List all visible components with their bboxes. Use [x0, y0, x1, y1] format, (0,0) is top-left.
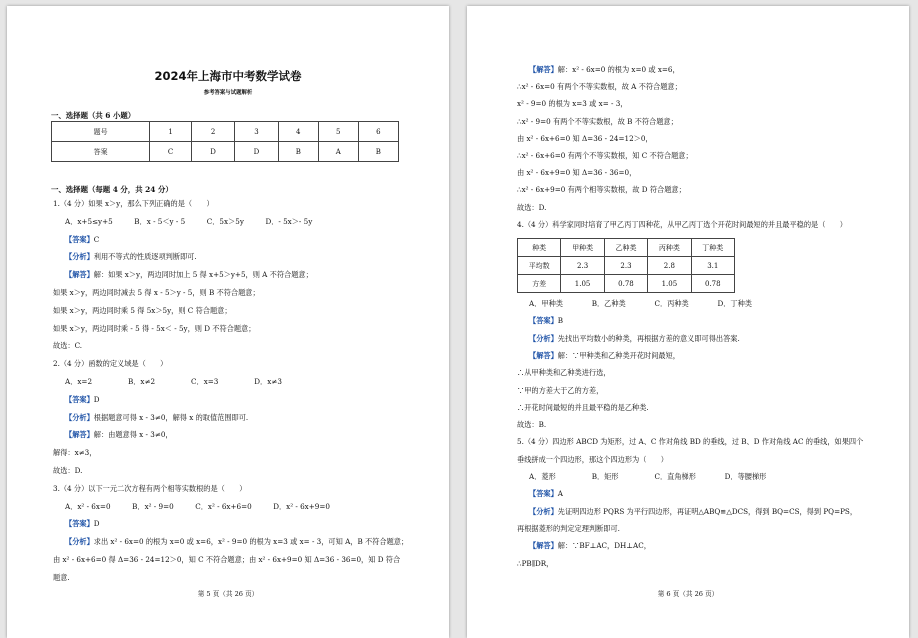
table-cell: 丙种类 — [648, 239, 691, 257]
table-cell: D — [235, 142, 278, 162]
text-line — [65, 217, 312, 226]
table-row — [518, 239, 735, 257]
document-page-5 — [7, 6, 449, 638]
section-tag: 【答案】 — [65, 519, 94, 529]
table-cell: 1 — [150, 122, 192, 142]
text-line — [517, 524, 620, 533]
table-row — [518, 257, 735, 275]
table-cell: 1.05 — [648, 275, 691, 293]
section-tag: 【答案】 — [529, 316, 558, 326]
text-line — [529, 351, 680, 360]
text-line — [517, 455, 668, 464]
table-cell: 0.78 — [604, 275, 647, 293]
table-cell: B — [278, 142, 318, 162]
text-line — [517, 437, 863, 446]
line-text: 故选：D. — [517, 202, 547, 212]
text-line — [517, 168, 636, 177]
text-line — [65, 377, 282, 386]
text-line — [517, 368, 610, 377]
text-line — [517, 420, 546, 429]
section-tag: 【解答】 — [529, 65, 558, 74]
text-line — [65, 537, 408, 546]
section-tag: 【解答】 — [529, 350, 558, 360]
line-text: 故选：D. — [53, 466, 83, 475]
table-cell: 6 — [358, 122, 398, 142]
line-text: 利用不等式的性质逐项判断即可. — [93, 252, 197, 262]
text-line — [53, 324, 255, 333]
line-text: 3.（4 分）以下一元二次方程有两个相等实数根的是（ ） — [53, 483, 247, 493]
table-cell: A — [318, 142, 358, 162]
text-line — [529, 541, 651, 550]
line-text: 如果 x＞y，两边同时乘 - 5 得 - 5x＜ - 5y，则 D 不符合题意； — [53, 323, 256, 333]
text-line — [53, 573, 70, 582]
table-cell: 乙种类 — [604, 239, 647, 257]
text-line — [529, 299, 752, 308]
page-footer: 第 6 页（共 26 页） — [657, 590, 719, 598]
line-text: 如果 x＞y，两边同时乘 5 得 5x＞5y，则 C 符合题意； — [53, 305, 232, 315]
text-line — [529, 65, 680, 74]
text-line — [53, 288, 260, 297]
line-text: 5.（4 分）四边形 ABCD 为矩形，过 A、C 作对角线 BD 的垂线，过 B、D 作对角线 AC 的垂线，如果四个 — [517, 437, 864, 447]
line-text: 垂线拼成一个四边形，那这个四边形为（ ） — [517, 454, 668, 464]
table-cell: 方差 — [518, 275, 561, 293]
table-cell: 平均数 — [518, 257, 561, 275]
text-line — [517, 82, 682, 91]
line-text: B — [557, 316, 564, 326]
answer-table — [51, 121, 399, 162]
text-line — [517, 203, 546, 212]
text-line — [65, 252, 197, 261]
table-cell: 2.8 — [648, 257, 691, 275]
line-text: ∴x² - 6x=0 有两个不等实数根，故 A 不符合题意； — [517, 82, 682, 92]
document-page-6 — [467, 6, 909, 638]
line-text: 求出 x² - 6x=0 的根为 x=0 或 x=6，x² - 9=0 的根为 x=3 或 x= - 3，可知 A，B 不符合题意； — [93, 537, 409, 547]
text-line — [65, 235, 99, 244]
table-cell: 2 — [191, 122, 234, 142]
text-line — [65, 413, 248, 422]
text-line — [65, 502, 330, 511]
line-text: C — [93, 234, 100, 244]
exam-subtitle: 参考答案与试题解析 — [203, 90, 253, 96]
table-row — [52, 122, 399, 142]
section-tag: 【分析】 — [529, 506, 558, 516]
line-text: 解得：x≠3， — [53, 448, 97, 458]
section-heading-1: 一、选择题（共 6 小题） — [51, 111, 136, 120]
line-text: 4.（4 分）科学家同时培育了甲乙丙丁四种花，从甲乙丙丁选个开花时间最短的并且最平稳的是（ ） — [517, 219, 847, 229]
line-text: 根据题意可得 x - 3≠0，解得 x 的取值范围即可. — [93, 412, 249, 422]
line-text: ∴开花时间最短的并且最平稳的是乙种类. — [517, 402, 649, 412]
table-cell: 种类 — [518, 239, 561, 257]
text-line — [65, 270, 313, 279]
line-text: A．x² - 6x=0 B．x² - 9=0 C．x² - 6x+6=0 D．x² - 6x+9=0 — [65, 501, 330, 511]
table-cell: 3.1 — [691, 257, 734, 275]
table-cell: B — [358, 142, 398, 162]
line-text: 故选：B. — [517, 420, 547, 430]
section-tag: 【答案】 — [65, 394, 94, 404]
table-cell: 3 — [235, 122, 278, 142]
table-cell: C — [150, 142, 192, 162]
line-text: 解：∵甲种类和乙种类开花时间最短， — [557, 350, 680, 360]
text-line — [65, 395, 100, 404]
table-cell: 1.05 — [561, 275, 604, 293]
text-line — [53, 341, 82, 350]
text-line — [517, 386, 603, 395]
table-row — [52, 142, 399, 162]
section-tag: 【解答】 — [65, 270, 94, 280]
line-text: ∴从甲种类和乙种类进行选， — [517, 368, 611, 378]
text-line — [529, 316, 563, 325]
text-line — [517, 134, 653, 143]
line-text: A — [557, 489, 563, 499]
line-text: 题意. — [53, 572, 70, 582]
line-text: 由 x² - 6x+6=0 得 Δ=36 - 24=12＞0，知 C 不符合题意；由 x² - 6x+9=0 知 Δ=36 - 36=0，知 D 符合 — [53, 555, 401, 564]
line-text: D — [93, 394, 100, 404]
section-tag: 【答案】 — [65, 234, 94, 244]
section-heading-2: 一、选择题（每题 4 分，共 24 分） — [51, 185, 173, 194]
line-text: 再根据菱形的判定定理判断即可. — [517, 523, 620, 533]
section-tag: 【分析】 — [65, 252, 94, 262]
page-footer: 第 5 页（共 26 页） — [197, 590, 259, 598]
flower-table — [517, 238, 735, 293]
line-text: 由 x² - 6x+9=0 知 Δ=36 - 36=0， — [517, 168, 637, 178]
text-line — [53, 466, 82, 475]
line-text: 解：x² - 6x=0 的根为 x=0 或 x=6， — [557, 65, 680, 74]
line-text: ∴x² - 9=0 有两个不等实数根，故 B 不符合题意； — [517, 116, 678, 126]
line-text: 由 x² - 6x+6=0 知 Δ=36 - 24=12＞0， — [517, 133, 653, 143]
line-text: 先证明四边形 PQRS 为平行四边形，再证明△ABQ≌△DCS，得到 BQ=CS，得到 PQ=PS， — [557, 506, 858, 516]
text-line — [517, 99, 627, 108]
text-line — [517, 151, 693, 160]
line-text: x² - 9=0 的根为 x=3 或 x= - 3， — [517, 99, 628, 109]
text-line — [517, 117, 678, 126]
text-line — [529, 489, 563, 498]
text-line — [53, 448, 96, 457]
table-cell: 2.3 — [561, 257, 604, 275]
text-line — [529, 507, 857, 516]
line-text: ∴PB∥DR， — [517, 558, 554, 568]
text-line — [517, 185, 686, 194]
line-text: 如果 x＞y，两边同时减去 5 得 x - 5＞y - 5，则 B 不符合题意； — [53, 288, 260, 297]
line-text: A．菱形 B．矩形 C．直角梯形 D．等腰梯形 — [529, 472, 767, 481]
section-tag: 【答案】 — [529, 489, 558, 499]
exam-title: 2024年上海市中考数学试卷 — [154, 69, 302, 83]
text-line — [517, 559, 553, 568]
table-cell: 题号 — [52, 122, 150, 142]
table-cell: 4 — [278, 122, 318, 142]
text-line — [65, 519, 100, 528]
table-cell: 答案 — [52, 142, 150, 162]
line-text: 解：由题意得 x - 3≠0， — [93, 430, 173, 440]
text-line — [529, 472, 766, 481]
line-text: 解：如果 x＞y，两边同时加上 5 得 x+5＞y+5，则 A 不符合题意； — [93, 270, 313, 280]
table-cell: 0.78 — [691, 275, 734, 293]
text-line — [517, 220, 847, 229]
line-text: A．甲种类 B．乙种类 C．丙种类 D．丁种类 — [529, 299, 752, 308]
line-text: ∴x² - 6x+6=0 有两个不等实数根，知 C 不符合题意； — [517, 151, 693, 160]
text-line — [65, 430, 173, 439]
section-tag: 【分析】 — [65, 537, 94, 547]
section-tag: 【分析】 — [529, 333, 558, 343]
text-line — [53, 359, 167, 368]
text-line — [53, 484, 246, 493]
line-text: D — [93, 519, 100, 529]
text-line — [517, 403, 649, 412]
line-text: A．x+5≤y+5 B．x - 5＜y - 5 C．5x＞5y D．- 5x＞- 5y — [65, 216, 313, 226]
text-line — [53, 199, 214, 208]
table-cell: 2.3 — [604, 257, 647, 275]
line-text: ∴x² - 6x+9=0 有两个相等实数根，故 D 符合题意； — [517, 185, 686, 195]
section-tag: 【分析】 — [65, 412, 94, 422]
text-line — [53, 555, 400, 564]
line-text: 解：∵BF⊥AC，DH⊥AC， — [557, 541, 651, 551]
line-text: 1.（4 分）如果 x＞y，那么下列正确的是（ ） — [53, 199, 214, 208]
section-tag: 【解答】 — [65, 430, 94, 440]
line-text: 故选：C. — [53, 341, 83, 351]
text-line — [53, 306, 232, 315]
text-line — [529, 334, 740, 343]
table-cell: 甲种类 — [561, 239, 604, 257]
line-text: A．x=2 B．x≠2 C．x=3 D．x≠3 — [65, 377, 282, 386]
line-text: ∵甲的方差大于乙的方差， — [517, 385, 604, 395]
line-text: 2.（4 分）函数的定义域是（ ） — [53, 359, 168, 369]
line-text: 先找出平均数小的种类，再根据方差的意义即可得出答案. — [557, 333, 740, 343]
table-cell: 5 — [318, 122, 358, 142]
section-tag: 【解答】 — [529, 541, 558, 551]
table-row — [518, 275, 735, 293]
table-cell: D — [191, 142, 234, 162]
table-cell: 丁种类 — [691, 239, 734, 257]
